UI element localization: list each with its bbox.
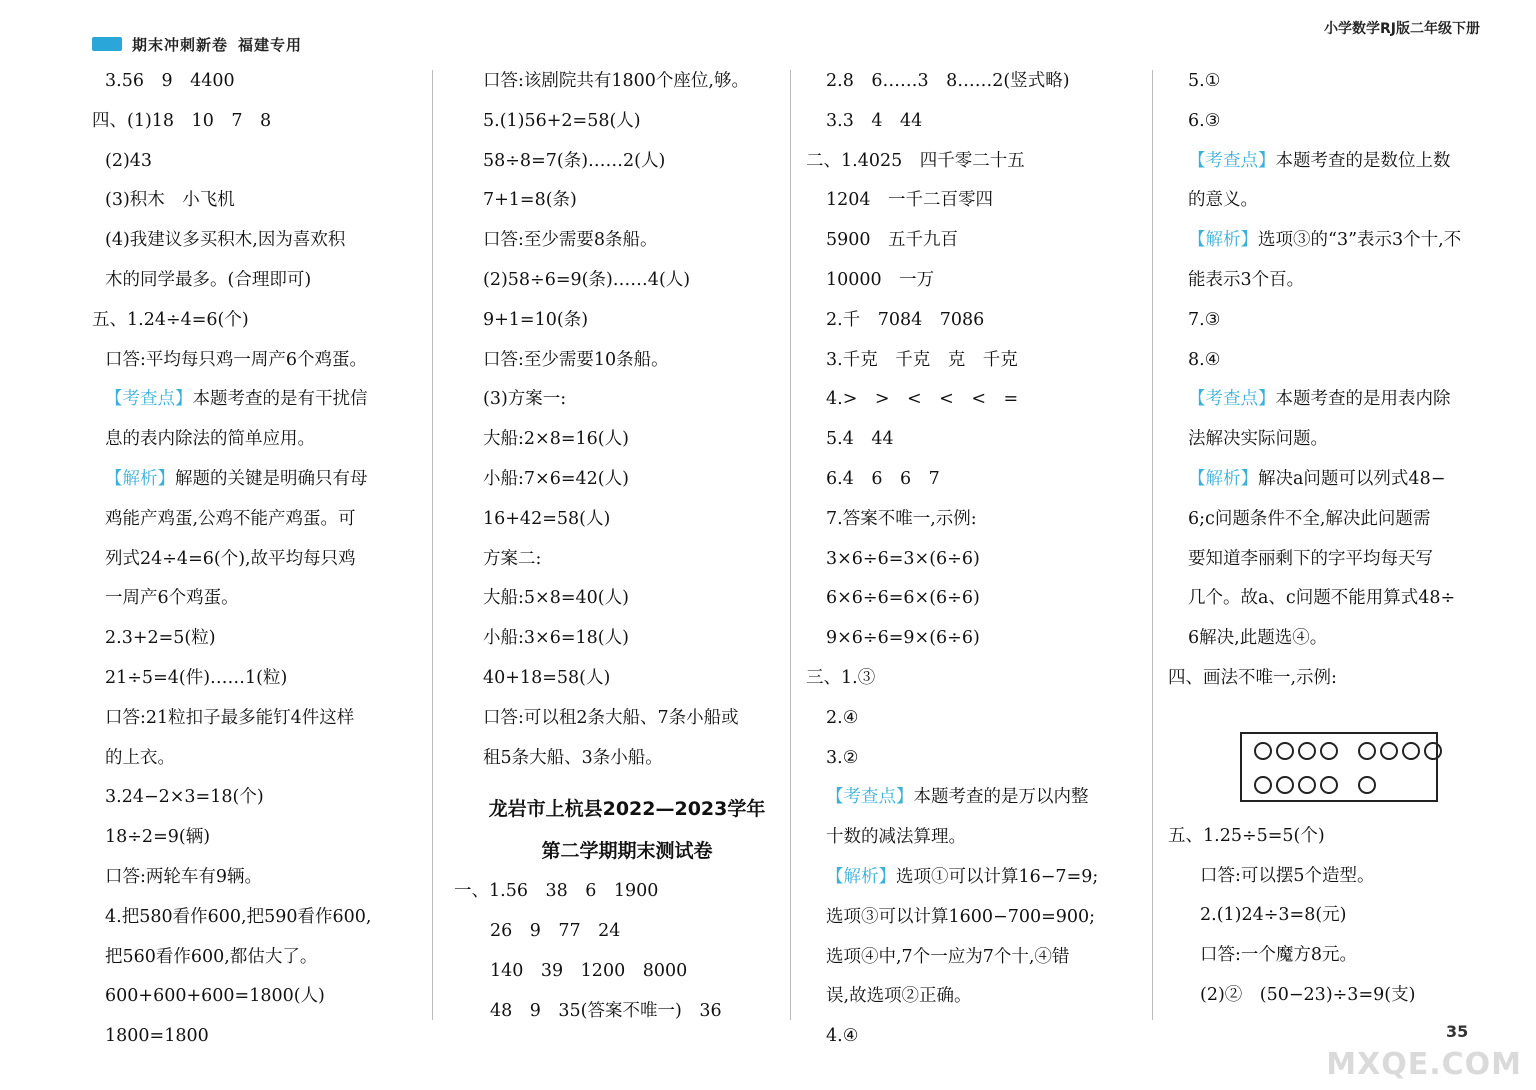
answer-line: 大船:2×8=16(人)	[483, 429, 629, 450]
answer-line: 3.千克 千克 克 千克	[826, 349, 1018, 370]
answer-line: 【解析】解题的关键是明确只有母	[105, 468, 368, 489]
answer-line: (2)② (50−23)÷3=9(支)	[1200, 984, 1416, 1005]
answer-line: 的意义。	[1188, 190, 1258, 211]
answer-line: 要知道李丽剩下的字平均每天写	[1188, 548, 1433, 569]
answer-line: 6;c问题条件不全,解决此问题需	[1188, 508, 1431, 529]
answer-line: 2.8 6……3 8……2(竖式略)	[826, 71, 1070, 91]
note-tag: 【考查点】	[105, 389, 193, 410]
answer-line: 【考查点】本题考查的是有干扰信	[105, 389, 368, 410]
circle-icon	[1276, 742, 1294, 760]
answer-column-4	[1168, 62, 1490, 1016]
answer-line: 能表示3个百。	[1188, 269, 1305, 290]
circle-icon	[1276, 776, 1294, 794]
answer-line: 3.56 9 4400	[105, 71, 235, 91]
header-right-title: 小学数学RJ版二年级下册	[1324, 21, 1480, 37]
answer-line: 3×6÷6=3×(6÷6)	[826, 548, 980, 569]
circle-row	[1254, 742, 1442, 760]
column-divider	[432, 70, 433, 1020]
column-divider	[790, 70, 791, 1020]
answer-line: (3)方案一:	[483, 389, 567, 410]
answer-line: 口答:至少需要10条船。	[483, 349, 669, 370]
answer-line: 3.24−2×3=18(个)	[105, 787, 264, 808]
watermark: MXQE.COM	[1326, 1047, 1522, 1082]
answer-line: 2.千 7084 7086	[826, 309, 985, 330]
circle-icon	[1254, 742, 1272, 760]
exam-subtitle: 第二学期期末测试卷	[541, 840, 713, 863]
answer-line: 1800=1800	[105, 1026, 209, 1047]
answer-line: 十数的减法算理。	[826, 827, 966, 848]
answer-line: (4)我建议多买积木,因为喜欢积	[105, 230, 346, 251]
note-tag: 【考查点】	[1188, 389, 1276, 410]
circle-icon	[1358, 776, 1376, 794]
exam-title: 龙岩市上杭县2022—2023学年	[488, 798, 766, 821]
answer-line: 2.3+2=5(粒)	[105, 628, 216, 649]
answer-line: 口答:可以摆5个造型。	[1200, 865, 1375, 886]
circle-row	[1254, 776, 1376, 794]
answer-line: 租5条大船、3条小船。	[483, 747, 663, 768]
answer-line: 误,故选项②正确。	[826, 986, 972, 1007]
answer-line: 选项③可以计算1600−700=900;	[826, 906, 1096, 927]
circle-icon	[1254, 776, 1272, 794]
answer-line: 列式24÷4=6(个),故平均每只鸡	[105, 548, 356, 569]
answer-line: 6×6÷6=6×(6÷6)	[826, 588, 980, 609]
answer-line: 五、1.24÷4=6(个)	[92, 309, 249, 330]
header-title: 期末冲刺新卷	[132, 35, 229, 54]
note-tag: 【解析】	[826, 866, 896, 887]
answer-line: 【解析】选项③的“3”表示3个十,不	[1188, 230, 1462, 251]
answer-line: (2)58÷6=9(条)……4(人)	[483, 269, 691, 290]
answer-line: 5900 五千九百	[826, 230, 959, 251]
answer-line: 3.3 4 44	[826, 110, 923, 131]
answer-line: 40+18=58(人)	[483, 667, 611, 688]
answer-line: 9×6÷6=9×(6÷6)	[826, 628, 980, 649]
answer-line: 口答:该剧院共有1800个座位,够。	[483, 71, 749, 91]
answer-line: 5.①	[1188, 71, 1221, 91]
header-left	[92, 34, 302, 54]
answer-line: 58÷8=7(条)……2(人)	[483, 150, 666, 171]
answer-line: 法解决实际问题。	[1188, 429, 1328, 450]
circle-arrangement-figure	[1240, 732, 1438, 802]
answer-line: 一、1.56 38 6 1900	[454, 881, 659, 902]
answer-line: 600+600+600=1800(人)	[105, 986, 325, 1007]
answer-line: 6解决,此题选④。	[1188, 628, 1328, 649]
answer-line: 6.4 6 6 7	[826, 468, 940, 489]
column-divider	[1152, 70, 1153, 1020]
answer-line: 2.④	[826, 707, 859, 728]
answer-line: 四、(1)18 10 7 8	[92, 110, 272, 131]
note-tag: 【解析】	[1188, 230, 1258, 251]
circle-icon	[1424, 742, 1442, 760]
answer-line: 4.把580看作600,把590看作600,	[105, 906, 372, 927]
answer-line: 四、画法不唯一,示例:	[1168, 667, 1337, 688]
answer-line: 口答:平均每只鸡一周产6个鸡蛋。	[105, 349, 368, 370]
answer-line: 三、1.③	[806, 667, 876, 688]
note-tag: 【解析】	[1188, 468, 1258, 489]
answer-line: 4.④	[826, 1026, 859, 1047]
answer-line: 二、1.4025 四千零二十五	[806, 150, 1025, 171]
circle-icon	[1402, 742, 1420, 760]
answer-line: 几个。故a、c问题不能用算式48÷	[1188, 588, 1456, 609]
answer-line: 【考查点】本题考查的是万以内整	[826, 787, 1089, 808]
answer-line: 五、1.25÷5=5(个)	[1168, 825, 1325, 846]
answer-line: 口答:至少需要8条船。	[483, 230, 658, 251]
page-number: 35	[1446, 1022, 1469, 1041]
note-tag: 【考查点】	[826, 787, 914, 808]
answer-line: 小船:3×6=18(人)	[483, 628, 629, 649]
answer-line: 【解析】选项①可以计算16−7=9;	[826, 866, 1099, 887]
answer-line: 9+1=10(条)	[483, 309, 589, 330]
answer-line: 鸡能产鸡蛋,公鸡不能产鸡蛋。可	[105, 508, 356, 529]
answer-line: 木的同学最多。(合理即可)	[105, 269, 312, 290]
answer-column-3	[806, 62, 1146, 1057]
answer-line: 小船:7×6=42(人)	[483, 468, 629, 489]
header-subtitle: 福建专用	[238, 35, 303, 54]
answer-line: 5.(1)56+2=58(人)	[483, 110, 641, 131]
note-tag: 【考查点】	[1188, 150, 1276, 171]
answer-line: (2)43	[105, 150, 153, 171]
header-badge	[92, 37, 122, 51]
answer-line: 把560看作600,都估大了。	[105, 946, 318, 967]
answer-line: 21÷5=4(件)……1(粒)	[105, 667, 288, 688]
answer-line: 口答:21粒扣子最多能钉4件这样	[105, 707, 355, 728]
answer-line: 口答:可以租2条大船、7条小船或	[483, 707, 739, 728]
note-tag: 【解析】	[105, 468, 175, 489]
answer-line: 10000 一万	[826, 269, 935, 290]
answer-line: 口答:两轮车有9辆。	[105, 866, 263, 887]
answer-line: 8.④	[1188, 349, 1221, 370]
answer-line: 26 9 77 24	[490, 921, 621, 942]
answer-column-1	[92, 62, 426, 1057]
answer-line: 18÷2=9(辆)	[105, 827, 211, 848]
answer-line: 大船:5×8=40(人)	[483, 588, 629, 609]
answer-line: 【解析】解决a问题可以列式48−	[1188, 468, 1446, 489]
answer-line: 方案二:	[483, 548, 542, 569]
answer-line: 【考查点】本题考查的是用表内除	[1188, 389, 1451, 410]
answer-line: 6.③	[1188, 110, 1221, 131]
answer-line: 2.(1)24÷3=8(元)	[1200, 905, 1347, 926]
answer-line: 3.②	[826, 747, 859, 768]
circle-icon	[1320, 742, 1338, 760]
answer-line: 选项④中,7个一应为7个十,④错	[826, 946, 1070, 967]
circle-icon	[1358, 742, 1376, 760]
answer-line: 口答:一个魔方8元。	[1200, 945, 1358, 966]
answer-line: (3)积木 小飞机	[105, 190, 235, 211]
answer-line: 一周产6个鸡蛋。	[105, 588, 239, 609]
circle-icon	[1380, 742, 1398, 760]
answer-line: 7.③	[1188, 309, 1221, 330]
answer-line: 1204 一千二百零四	[826, 190, 994, 211]
answer-line: 息的表内除法的简单应用。	[105, 429, 315, 450]
answer-column-2	[454, 62, 784, 1032]
answer-line: 5.4 44	[826, 429, 894, 450]
circle-icon	[1320, 776, 1338, 794]
answer-line: 7.答案不唯一,示例:	[826, 508, 977, 529]
answer-line: 7+1=8(条)	[483, 190, 577, 211]
circle-icon	[1298, 776, 1316, 794]
answer-line: 4.> > < < < =	[826, 389, 1019, 410]
answer-line: 的上衣。	[105, 747, 175, 768]
circle-icon	[1298, 742, 1316, 760]
answer-line: 140 39 1200 8000	[490, 960, 688, 981]
answer-line: 【考查点】本题考查的是数位上数	[1188, 150, 1451, 171]
answer-line: 16+42=58(人)	[483, 508, 611, 529]
answer-line: 48 9 35(答案不唯一) 36	[490, 1000, 722, 1021]
